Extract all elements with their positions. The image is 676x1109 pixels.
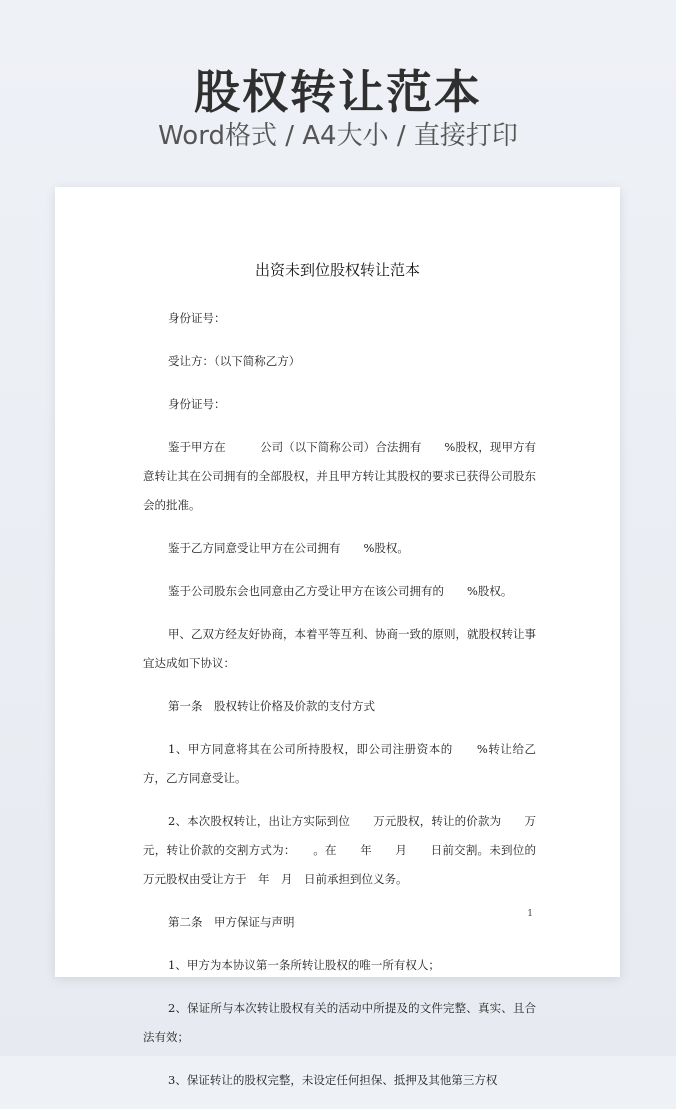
document-body	[143, 304, 559, 1109]
document-paragraph: 鉴于公司股东会也同意由乙方受让甲方在该公司拥有的 %股权。	[168, 584, 513, 598]
document-paragraph: 3、保证转让的股权完整，未设定任何担保、抵押及其他第三方权	[168, 1073, 498, 1087]
document-paragraph: 身份证号：	[168, 397, 226, 411]
banner-title: 股权转让范本	[194, 65, 482, 119]
banner-subtitle: Word格式 / A4大小 / 直接打印	[158, 121, 518, 151]
document-paragraph: 2、保证所与本次转让股权有关的活动中所提及的文件完整、真实、且合法有效；	[143, 1001, 536, 1044]
document-paragraph: 受让方：（以下简称乙方）	[168, 354, 301, 368]
page-number: 1	[527, 909, 533, 919]
document-paragraph: 甲、乙双方经友好协商，本着平等互利、协商一致的原则，就股权转让事宜达成如下协议：	[143, 627, 536, 670]
document-paragraph: 1、甲方同意将其在公司所持股权，即公司注册资本的 %转让给乙方，乙方同意受让。	[143, 742, 536, 785]
document-paragraph: 第二条 甲方保证与声明	[168, 915, 295, 929]
document-paragraph: 第一条 股权转让价格及价款的支付方式	[168, 699, 375, 713]
document-paragraph: 2、本次股权转让，出让方实际到位 万元股权，转让的价款为 万元，转让价款的交割方式为： 。在 年 月 日前交割。未到位的 万元股权由受让方于 年 月 日前承担到位义务。	[143, 814, 559, 886]
document-paragraph: 1、甲方为本协议第一条所转让股权的唯一所有权人；	[168, 958, 440, 972]
document-page	[55, 187, 620, 1087]
document-paragraph: 鉴于甲方在 公司（以下简称公司）合法拥有 %股权，现甲方有意转让其在公司拥有的全部股权，并且甲方转让其股权的要求已获得公司股东会的批准。	[143, 440, 536, 512]
document-paragraph: 鉴于乙方同意受让甲方在公司拥有 %股权。	[168, 541, 409, 555]
document-title: 出资未到位股权转让范本	[254, 261, 420, 279]
document-paragraph: 身份证号：	[168, 311, 226, 325]
